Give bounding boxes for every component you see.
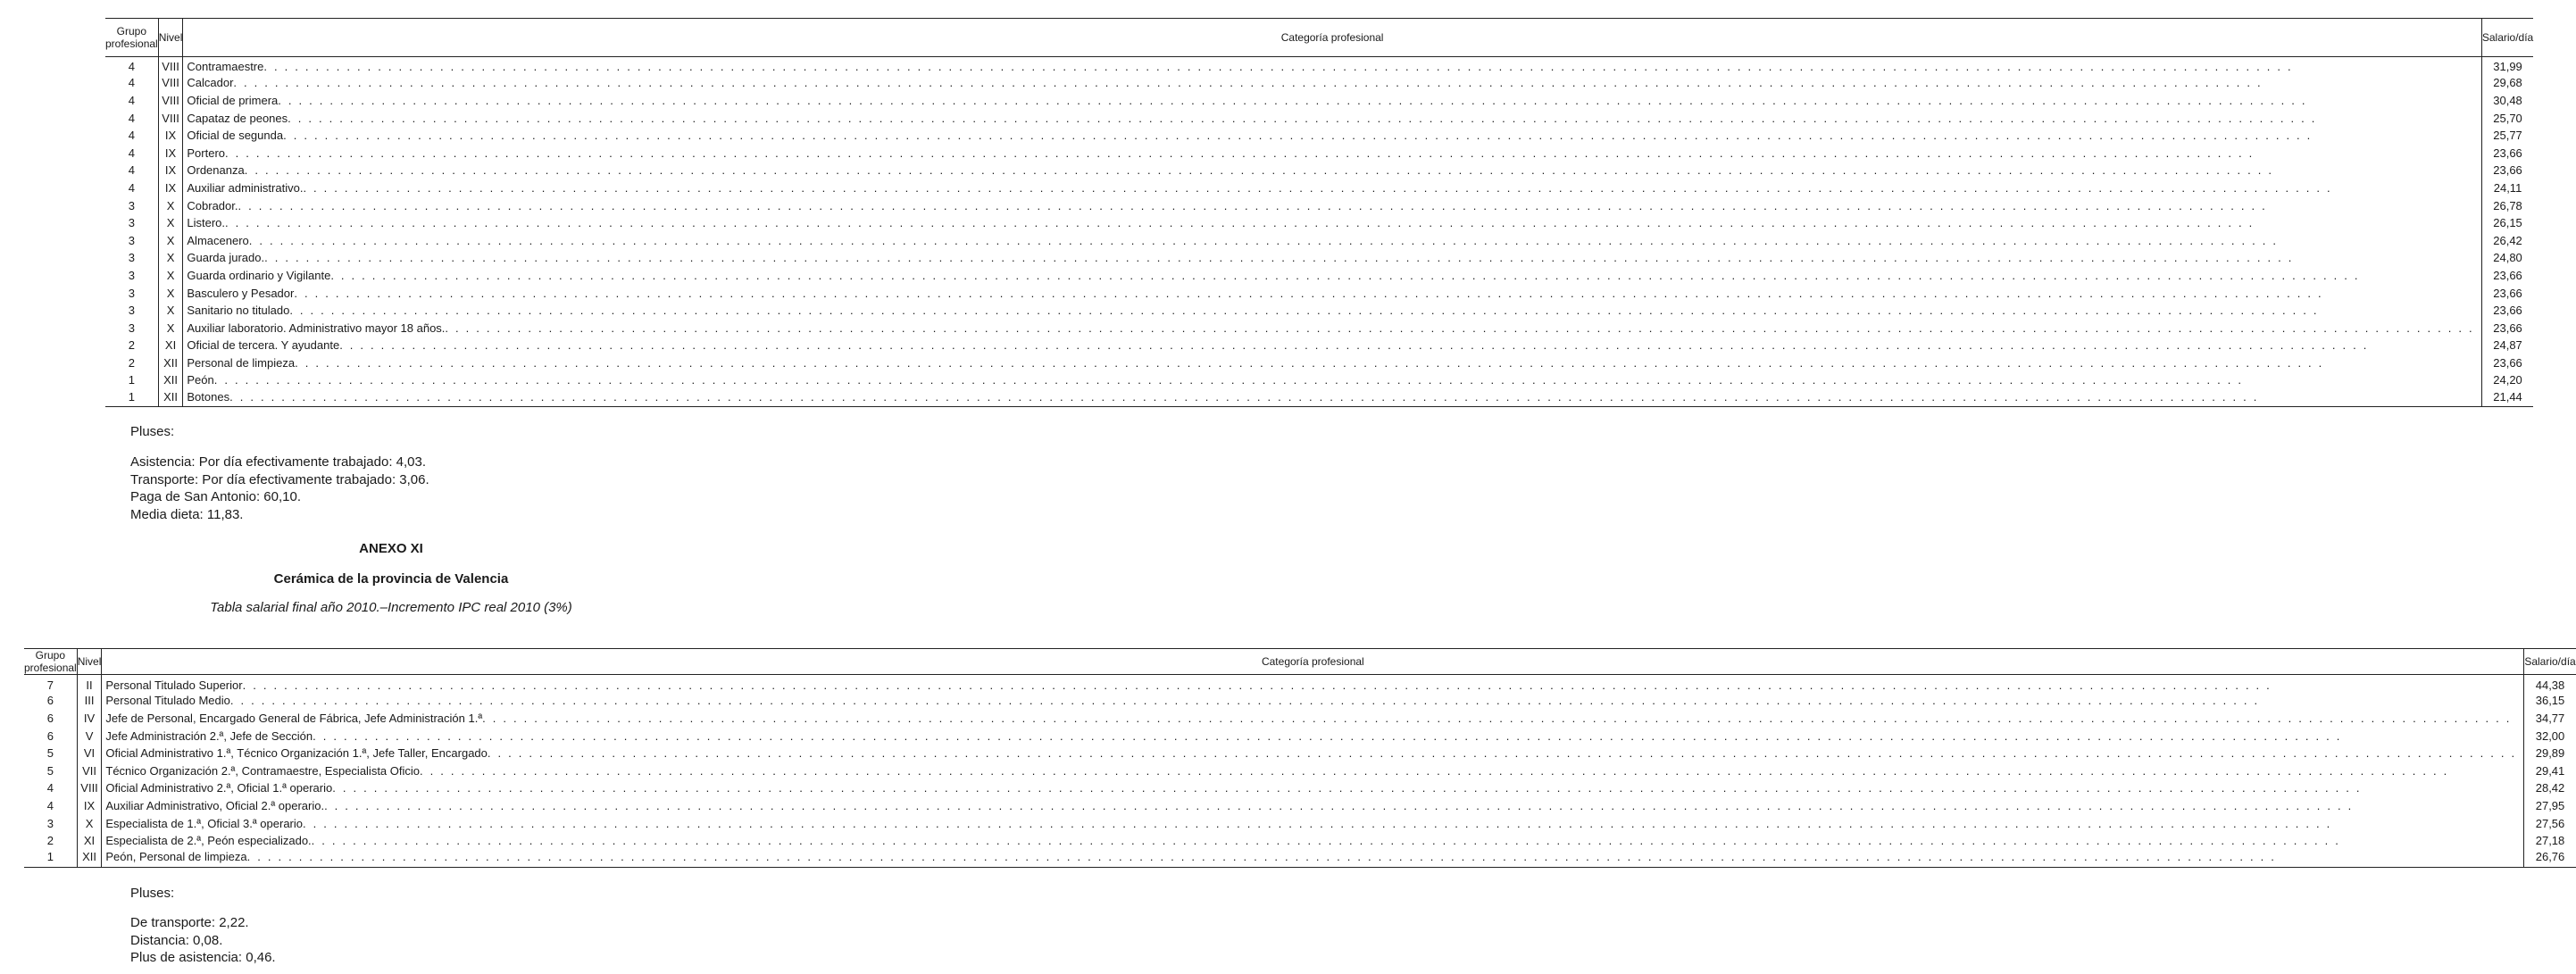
dot-leader [283, 129, 2474, 142]
cell-categoria [102, 797, 2524, 815]
cell-grupo: 4 [128, 129, 135, 143]
dot-leader [225, 216, 2474, 229]
cell-categoria [183, 214, 2481, 232]
cell-nivel: VIII [77, 779, 102, 797]
table-row [24, 692, 2576, 710]
cell-nivel: X [77, 814, 102, 832]
pluses-item: Plus de asistencia: 0,46. [130, 950, 276, 965]
cell-salario: 27,56 [2524, 814, 2576, 832]
dot-leader [264, 251, 2474, 264]
cell-salario: 26,78 [2481, 196, 2533, 214]
table-body [105, 57, 2533, 407]
category-label: Personal Titulado Medio [105, 694, 230, 708]
cell-nivel: IX [77, 797, 102, 815]
category-label: Almacenero [187, 233, 249, 247]
cell-grupo: 4 [128, 76, 135, 90]
table-row [105, 302, 2533, 320]
cell-nivel: VIII [158, 74, 183, 92]
table-row [24, 832, 2576, 850]
category-label: Jefe Administración 2.ª, Jefe de Sección [105, 728, 313, 743]
cell-salario: 36,15 [2524, 692, 2576, 710]
category-label: Oficial de segunda [187, 129, 284, 143]
category-label: Auxiliar Administrativo, Oficial 2.ª operario. [105, 798, 325, 812]
table-row [24, 745, 2576, 762]
cell-grupo: 4 [128, 180, 135, 195]
table-row [24, 779, 2576, 797]
cell-salario: 29,41 [2524, 762, 2576, 779]
dot-leader [445, 321, 2473, 335]
dot-leader [238, 199, 2473, 212]
category-label: Oficial de tercera. Y ayudante [187, 338, 340, 353]
cell-nivel: XII [158, 354, 183, 372]
pluses-item: De transporte: 2,22. [130, 915, 249, 930]
header-salario: Salario/día [2481, 19, 2533, 57]
cell-categoria [183, 249, 2481, 267]
dot-leader [330, 269, 2474, 282]
dot-leader [488, 746, 2516, 760]
header-grupo-profesional: Grupo profesional [105, 19, 158, 57]
cell-categoria [183, 179, 2481, 197]
table-header-row [24, 649, 2576, 675]
cell-salario: 34,77 [2524, 710, 2576, 728]
category-label: Peón, Personal de limpieza [105, 850, 247, 864]
cell-grupo: 5 [46, 763, 54, 778]
cell-categoria [183, 302, 2481, 320]
category-label: Basculero y Pesador [187, 286, 295, 300]
category-label: Contramaestre [187, 60, 264, 74]
cell-categoria [183, 371, 2481, 389]
cell-salario: 23,66 [2481, 144, 2533, 162]
cell-grupo: 2 [128, 338, 135, 353]
dot-leader [303, 181, 2473, 195]
dot-leader [289, 304, 2474, 317]
dot-leader [339, 338, 2474, 352]
dot-leader [225, 146, 2474, 160]
pluses-item: Distancia: 0,08. [130, 932, 223, 948]
cell-grupo: 4 [128, 163, 135, 178]
dot-leader [420, 764, 2516, 778]
table-row [105, 196, 2533, 214]
cell-salario: 23,66 [2481, 354, 2533, 372]
cell-nivel: XII [158, 389, 183, 407]
table-row [105, 57, 2533, 75]
pluses-heading: Pluses: [130, 886, 175, 901]
cell-grupo: 3 [128, 304, 135, 318]
cell-grupo: 1 [128, 373, 135, 387]
cell-salario: 24,20 [2481, 371, 2533, 389]
table-row [105, 74, 2533, 92]
header-nivel: Nivel [158, 19, 183, 57]
category-label: Técnico Organización 2.ª, Contramaestre, Especialista Oficio [105, 763, 421, 778]
cell-grupo: 1 [105, 389, 158, 407]
header-grupo-profesional: Grupo profesional [24, 649, 77, 674]
cell-salario: 23,66 [2481, 302, 2533, 320]
category-label: Peón [187, 373, 214, 387]
category-label: Sanitario no titulado [187, 304, 290, 318]
cell-grupo: 6 [46, 694, 54, 708]
cell-grupo: 4 [128, 111, 135, 125]
dot-leader [229, 390, 2474, 404]
cell-salario: 26,42 [2481, 231, 2533, 249]
dot-leader [288, 112, 2474, 125]
category-label: Ordenanza [187, 163, 245, 178]
cell-salario: 24,80 [2481, 249, 2533, 267]
pluses-heading: Pluses: [130, 424, 175, 439]
table-row [105, 144, 2533, 162]
dot-leader [263, 60, 2473, 73]
cell-grupo: 1 [24, 849, 77, 867]
table-row [105, 337, 2533, 354]
cell-grupo: 3 [128, 268, 135, 282]
category-label: Botones [187, 389, 230, 404]
cell-grupo: 3 [128, 216, 135, 230]
cell-nivel: IX [158, 127, 183, 145]
cell-nivel: V [77, 727, 102, 745]
cell-categoria [183, 267, 2481, 285]
table-row [105, 231, 2533, 249]
dot-leader [230, 694, 2516, 707]
category-label: Capataz de peones [187, 111, 288, 125]
cell-categoria [102, 727, 2524, 745]
dot-leader [278, 94, 2474, 107]
category-label: Calcador [187, 76, 234, 90]
cell-salario: 28,42 [2524, 779, 2576, 797]
cell-nivel: X [158, 231, 183, 249]
cell-salario: 25,70 [2481, 109, 2533, 127]
cell-nivel: IX [158, 144, 183, 162]
cell-nivel: IX [158, 162, 183, 179]
cell-grupo: 5 [46, 746, 54, 761]
dot-leader [312, 834, 2517, 847]
table-row [24, 797, 2576, 815]
dot-leader [243, 678, 2517, 692]
cell-nivel: VI [77, 745, 102, 762]
cell-salario: 23,66 [2481, 162, 2533, 179]
table-row [105, 214, 2533, 232]
cell-grupo: 6 [46, 728, 54, 743]
cell-categoria [183, 231, 2481, 249]
table-row [105, 109, 2533, 127]
pluses-item: Media dieta: 11,83. [130, 506, 244, 522]
dot-leader [482, 712, 2516, 725]
cell-categoria [183, 144, 2481, 162]
dot-leader [233, 76, 2473, 89]
cell-grupo: 4 [46, 798, 54, 812]
dot-leader [247, 850, 2517, 863]
cell-salario: 23,66 [2481, 319, 2533, 337]
cell-grupo: 2 [128, 355, 135, 370]
cell-nivel: X [158, 267, 183, 285]
cell-nivel: XII [77, 849, 102, 867]
table-row [105, 162, 2533, 179]
cell-nivel: VIII [158, 92, 183, 110]
dot-leader [214, 373, 2474, 387]
cell-salario: 27,18 [2524, 832, 2576, 850]
section-title: ANEXO XI [359, 541, 423, 556]
dot-leader [303, 817, 2516, 830]
category-label: Portero [187, 146, 226, 160]
pluses-item: Asistencia: Por día efectivamente trabajado: 4,03. [130, 454, 427, 470]
table-body [24, 675, 2576, 868]
cell-salario: 31,99 [2481, 57, 2533, 75]
cell-salario: 24,11 [2481, 179, 2533, 197]
salary-table-2 [24, 648, 2576, 868]
cell-nivel: XII [158, 371, 183, 389]
dot-leader [332, 781, 2516, 795]
cell-salario: 26,15 [2481, 214, 2533, 232]
cell-grupo: 2 [46, 834, 54, 848]
cell-nivel: III [77, 692, 102, 710]
cell-categoria [183, 389, 2481, 407]
cell-salario: 32,00 [2524, 727, 2576, 745]
cell-salario: 23,66 [2481, 267, 2533, 285]
cell-nivel: IX [158, 179, 183, 197]
salary-table-1 [105, 18, 2533, 407]
table-row [105, 179, 2533, 197]
dot-leader [249, 234, 2474, 247]
cell-nivel: IV [77, 710, 102, 728]
category-label: Jefe de Personal, Encargado General de Fábrica, Jefe Administración 1.ª [105, 711, 483, 725]
category-label: Guarda jurado. [187, 251, 265, 265]
cell-salario: 27,95 [2524, 797, 2576, 815]
dot-leader [245, 163, 2474, 177]
table-row [24, 762, 2576, 779]
category-label: Especialista de 2.ª, Peón especializado. [105, 834, 312, 848]
cell-grupo: 3 [128, 251, 135, 265]
cell-categoria [183, 127, 2481, 145]
category-label: Auxiliar laboratorio. Administrativo mayor 18 años. [187, 321, 446, 335]
header-nivel: Nivel [77, 649, 102, 675]
cell-nivel: X [158, 284, 183, 302]
table-row [105, 284, 2533, 302]
cell-nivel: X [158, 196, 183, 214]
cell-salario: 29,89 [2524, 745, 2576, 762]
cell-salario: 24,87 [2481, 337, 2533, 354]
table-caption: Tabla salarial final año 2010.–Incremento IPC real 2010 (3%) [210, 600, 572, 615]
dot-leader [324, 799, 2516, 812]
pluses-item: Transporte: Por día efectivamente trabajado: 3,06. [130, 471, 429, 487]
table-row [105, 389, 2533, 407]
dot-leader [295, 356, 2474, 370]
category-label: Oficial Administrativo 1.ª, Técnico Organización 1.ª, Jefe Taller, Encargado [105, 746, 488, 761]
cell-grupo: 6 [46, 711, 54, 725]
table-row [105, 354, 2533, 372]
cell-nivel: VIII [158, 57, 183, 75]
pluses-item: Paga de San Antonio: 60,10. [130, 489, 301, 504]
dot-leader [294, 287, 2474, 300]
section-subtitle: Cerámica de la provincia de Valencia [273, 571, 509, 587]
header-categoria: Categoría profesional [183, 19, 2481, 57]
table-row [24, 727, 2576, 745]
cell-categoria [102, 692, 2524, 710]
table-row [24, 675, 2576, 693]
cell-salario: 21,44 [2481, 389, 2533, 407]
cell-categoria [102, 675, 2524, 693]
cell-categoria [102, 832, 2524, 850]
cell-nivel: VII [77, 762, 102, 779]
category-label: Personal de limpieza [187, 355, 296, 370]
cell-salario: 44,38 [2524, 675, 2576, 693]
category-label: Guarda ordinario y Vigilante [187, 268, 331, 282]
category-label: Cobrador. [187, 198, 238, 212]
cell-categoria [183, 74, 2481, 92]
cell-grupo: 3 [128, 198, 135, 212]
table-row [105, 249, 2533, 267]
table-row [105, 371, 2533, 389]
dot-leader [313, 729, 2516, 743]
cell-salario: 26,76 [2524, 849, 2576, 867]
table-row [24, 814, 2576, 832]
cell-grupo: 4 [128, 146, 135, 160]
cell-nivel: X [158, 214, 183, 232]
table-row [105, 127, 2533, 145]
header-categoria: Categoría profesional [102, 649, 2524, 675]
cell-grupo: 7 [46, 678, 54, 692]
category-label: Especialista de 1.ª, Oficial 3.ª operario [105, 816, 303, 830]
cell-categoria [183, 337, 2481, 354]
cell-grupo: 4 [46, 781, 54, 795]
cell-categoria [102, 710, 2524, 728]
category-label: Oficial de primera [187, 93, 279, 107]
cell-grupo: 3 [128, 321, 135, 335]
table-row [24, 710, 2576, 728]
table-row [105, 319, 2533, 337]
cell-categoria [183, 57, 2481, 75]
cell-nivel: XI [77, 832, 102, 850]
cell-categoria [183, 284, 2481, 302]
cell-nivel: VIII [158, 109, 183, 127]
table-row [105, 92, 2533, 110]
cell-nivel: II [77, 675, 102, 693]
cell-grupo: 4 [128, 60, 135, 74]
cell-grupo: 3 [46, 816, 54, 830]
table-row [24, 849, 2576, 867]
cell-nivel: X [158, 319, 183, 337]
cell-nivel: X [158, 302, 183, 320]
category-label: Auxiliar administrativo. [187, 180, 304, 195]
cell-salario: 30,48 [2481, 92, 2533, 110]
cell-categoria [102, 814, 2524, 832]
cell-categoria [183, 162, 2481, 179]
cell-categoria [183, 319, 2481, 337]
table-row [105, 267, 2533, 285]
category-label: Listero. [187, 216, 226, 230]
cell-grupo: 3 [128, 286, 135, 300]
cell-nivel: XI [158, 337, 183, 354]
cell-categoria [183, 92, 2481, 110]
cell-categoria [102, 745, 2524, 762]
cell-salario: 29,68 [2481, 74, 2533, 92]
header-salario: Salario/día [2524, 649, 2576, 675]
cell-salario: 23,66 [2481, 284, 2533, 302]
category-label: Personal Titulado Superior [105, 678, 243, 692]
category-label: Oficial Administrativo 2.ª, Oficial 1.ª operario [105, 781, 333, 795]
cell-categoria [102, 762, 2524, 779]
cell-nivel: X [158, 249, 183, 267]
cell-categoria [183, 109, 2481, 127]
cell-grupo: 3 [128, 233, 135, 247]
cell-categoria [183, 354, 2481, 372]
cell-categoria [102, 849, 2524, 867]
cell-grupo: 4 [128, 93, 135, 107]
cell-salario: 25,77 [2481, 127, 2533, 145]
table-header-row [105, 19, 2533, 57]
cell-categoria [102, 779, 2524, 797]
cell-categoria [183, 196, 2481, 214]
